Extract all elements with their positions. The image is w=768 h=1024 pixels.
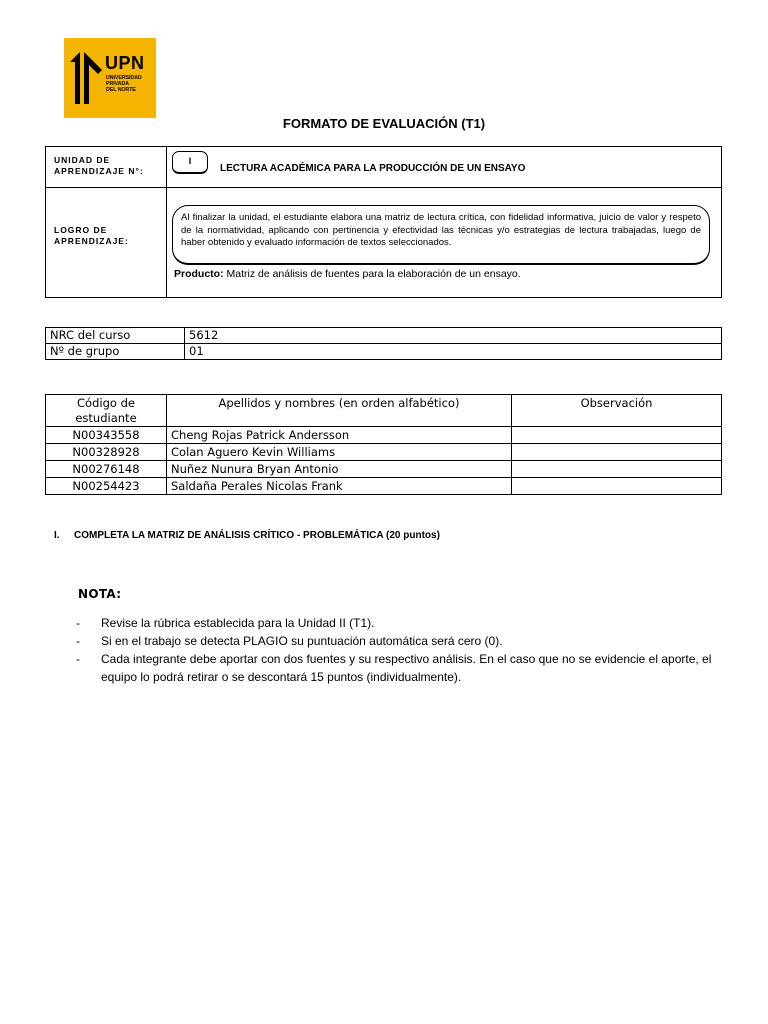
table-row [46, 328, 722, 344]
document-title: FORMATO DE EVALUACIÓN (T1) [282, 116, 486, 131]
header-observation: Observación [512, 395, 722, 427]
student-observation [512, 461, 722, 478]
upn-logo [64, 38, 156, 118]
logo-subtitle: UNIVERSIDAD PRIVADA DEL NORTE [106, 75, 142, 94]
table-row [46, 427, 722, 444]
table-row [46, 444, 722, 461]
producto: Producto: Matriz de análisis de fuentes para la elaboración de un ensayo. [174, 268, 521, 280]
note-text: Cada integrante debe aportar con dos fuentes y su respectivo análisis. En el caso que no se evidencie el aporte, el equipo lo podrá retirar o se descontará 15 puntos (individualmente). [101, 652, 712, 684]
note-text: Revise la rúbrica establecida para la Unidad II (T1). [101, 616, 375, 630]
student-name: Colan Aguero Kevin Williams [167, 444, 512, 461]
student-observation [512, 427, 722, 444]
list-item [76, 632, 716, 650]
group-value: 01 [185, 344, 722, 360]
divider [166, 147, 167, 297]
table-row [46, 461, 722, 478]
bullet: - [76, 634, 80, 648]
section-heading [54, 530, 440, 541]
student-name: Saldaña Perales Nicolas Frank [167, 478, 512, 495]
students-table [45, 394, 722, 495]
table-row [46, 344, 722, 360]
nrc-label: NRC del curso [46, 328, 185, 344]
list-item [76, 650, 716, 686]
table-row [46, 478, 722, 495]
student-observation [512, 478, 722, 495]
group-label: Nº de grupo [46, 344, 185, 360]
bullet: - [76, 616, 80, 630]
student-code: N00254423 [46, 478, 167, 495]
student-code: N00328928 [46, 444, 167, 461]
unit-title: LECTURA ACADÉMICA PARA LA PRODUCCIÓN DE UN ENSAYO [220, 163, 526, 174]
header-code: Código de estudiante [46, 395, 167, 427]
nota-heading: NOTA: [78, 587, 122, 601]
student-observation [512, 444, 722, 461]
logro-label: LOGRO DE APRENDIZAJE: [54, 225, 129, 246]
nota-list [76, 614, 716, 686]
student-code: N00343558 [46, 427, 167, 444]
header-name: Apellidos y nombres (en orden alfabético) [167, 395, 512, 427]
logro-text: Al finalizar la unidad, el estudiante elabora una matriz de lectura crítica, con fidelidad informativa, juicio de valor y respeto de la normatividad, aplicando con pertinencia y efectividad las técnicas y/o estrategias de lectura trabajadas, luego de haber obtenido y evaluado información de textos seleccionados. [172, 205, 710, 265]
bullet: - [76, 652, 80, 666]
table-header-row [46, 395, 722, 427]
upn-arrow-icon [68, 52, 104, 104]
student-name: Cheng Rojas Patrick Andersson [167, 427, 512, 444]
section-number: I. [54, 530, 60, 541]
course-table [45, 327, 722, 360]
student-name: Nuñez Nunura Bryan Antonio [167, 461, 512, 478]
student-code: N00276148 [46, 461, 167, 478]
unit-label: UNIDAD DE APRENDIZAJE N°: [54, 155, 144, 176]
unit-info-box [45, 146, 722, 298]
divider [46, 187, 721, 188]
nrc-value: 5612 [185, 328, 722, 344]
list-item [76, 614, 716, 632]
note-text: Si en el trabajo se detecta PLAGIO su puntuación automática será cero (0). [101, 634, 503, 648]
section-title: COMPLETA LA MATRIZ DE ANÁLISIS CRÍTICO - PROBLEMÁTICA (20 puntos) [74, 530, 440, 541]
logo-brand: UPN [105, 53, 145, 73]
unit-number: I [172, 151, 208, 174]
